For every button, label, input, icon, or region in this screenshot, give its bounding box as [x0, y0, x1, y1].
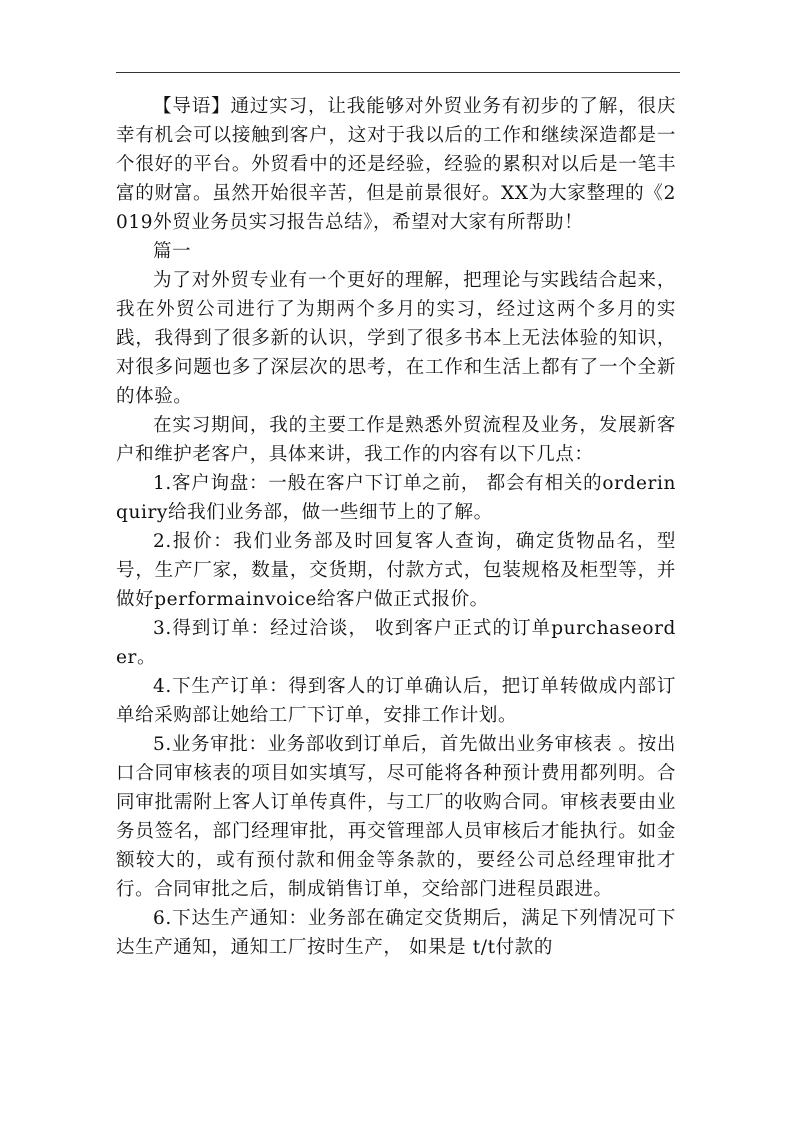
list-item-quotation: 2.报价：我们业务部及时回复客人查询，确定货物品名，型号，生产厂家，数量，交货期，付款方式，包装规格及柜型等，并做好performainvoice给客户做正式报价。 [116, 531, 676, 610]
list-item-approval: 5.业务审批：业务部收到订单后，首先做出业务审核表 。按出口合同审核表的项目如实填写，尽可能将各种预计费用都列明。合同审批需附上客人订单传真件，与工厂的收购合同。审核表要由业务员签名，部门经理审批，再交管理部人员审核后才能执行。如金额较大的，或有预付款和佣金等条款的，要经公司总经理审批才行。合同审批之后，制成销售订单，交给部门进程员跟进。 [116, 734, 676, 900]
intro-paragraph: 【导语】通过实习，让我能够对外贸业务有初步的了解，很庆幸有机会可以接触到客户，这对于我以后的工作和继续深造都是一个很好的平台。外贸看中的还是经验，经验的累积对以后是一笔丰富的财富。虽然开始很辛苦，但是前景很好。XX为大家整理的《2019外贸业务员实习报告总结》，希望对大家有所帮助！ [116, 96, 676, 233]
list-item-inquiry: 1.客户询盘：一般在客户下订单之前， 都会有相关的orderinquiry给我们业务部，做一些细节上的了解。 [116, 473, 676, 523]
list-item-production-order: 4.下生产订单：得到客人的订单确认后，把订单转做成内部订单给采购部让她给工厂下订单，安排工作计划。 [116, 676, 676, 726]
body-paragraph: 为了对外贸专业有一个更好的理解，把理论与实践结合起来，我在外贸公司进行了为期两个多月的实习，经过这两个多月的实践，我得到了很多新的认识，学到了很多书本上无法体验的知识，对很多问题也多了深层次的思考，在工作和生活上都有了一个全新的体验。 [116, 270, 676, 407]
section-heading: 篇一 [153, 241, 192, 262]
document-body [116, 92, 676, 962]
header-rule [116, 72, 680, 73]
list-item-production-notice: 6.下达生产通知：业务部在确定交货期后，满足下列情况可下达生产通知，通知工厂按时生产， 如果是 t/t付款的 [116, 908, 676, 958]
body-paragraph: 在实习期间，我的主要工作是熟悉外贸流程及业务，发展新客户和维护老客户，具体来讲，我工作的内容有以下几点： [116, 415, 676, 465]
list-item-order: 3.得到订单：经过洽谈， 收到客户正式的订单purchaseorder。 [116, 618, 676, 668]
